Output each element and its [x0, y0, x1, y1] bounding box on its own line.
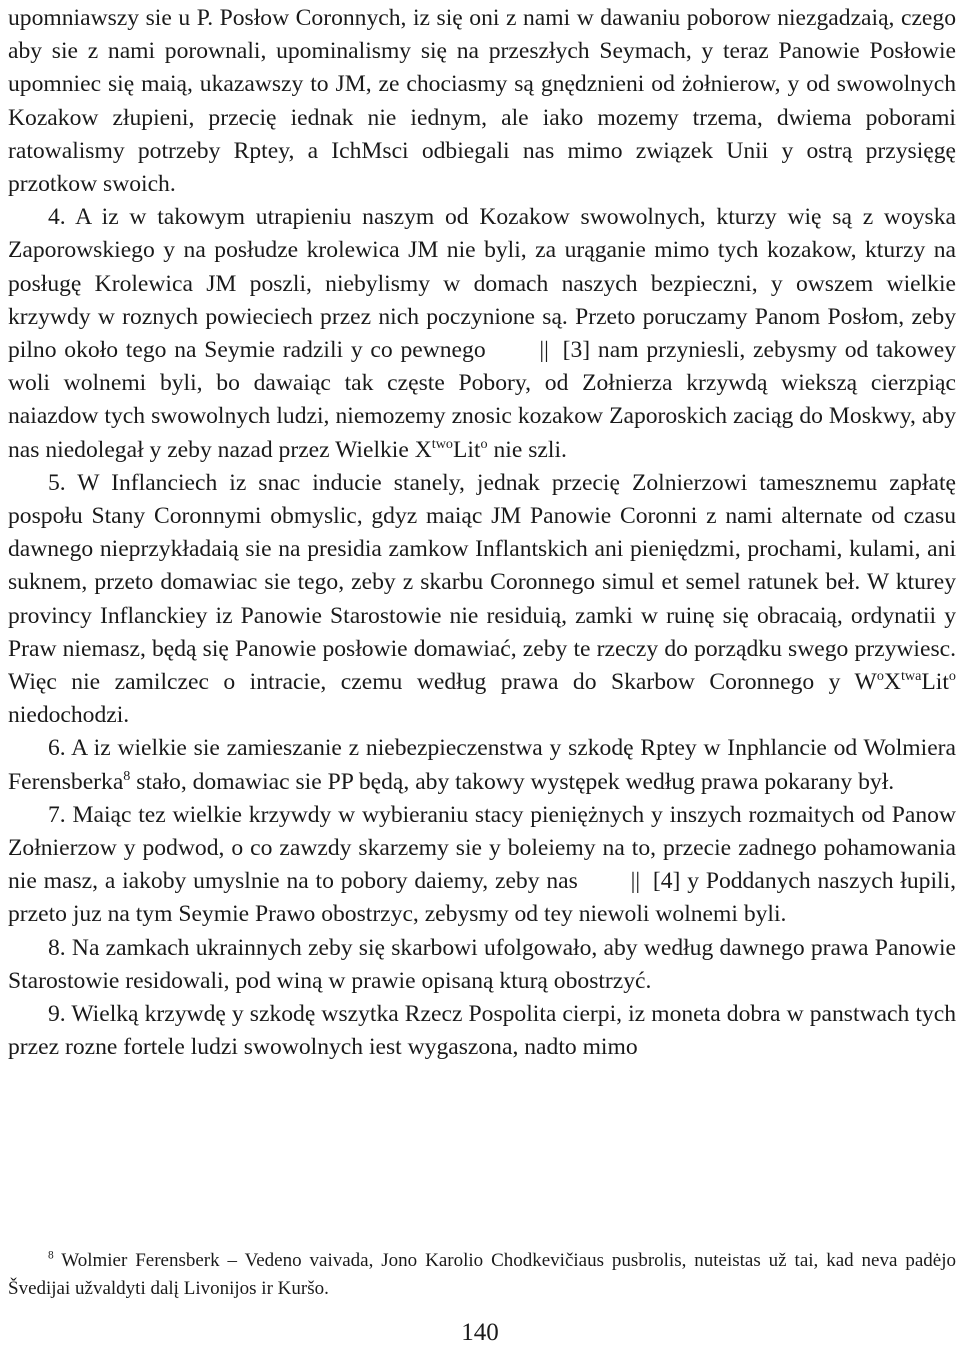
footnote-text: Wolmier Ferensberk – Vedeno vaivada, Jono Karolio Chodkevičiaus pusbrolis, nuteistas už tai, kad neva padėjo Švedijai užvaldyti dalį Livonijos ir Kuršo. [8, 1250, 956, 1299]
paragraph-5 [8, 467, 956, 733]
footnote-marker: 8 [48, 1249, 54, 1262]
paragraph-text: 9. Wielką krzywdę y szkodę wszytka Rzecz Pospolita cierpi, iz moneta dobra w panstwach tych przez rozne fortele ludzi swowolnych iest wygaszona, nadto mimo [8, 1001, 956, 1061]
paragraph-text: upomniawszy sie u P. Posłow Coronnych, iz się oni z nami w dawaniu poborow niezgadzaią, czego aby sie z nami porownali, upominalismy się na przeszłych Seymach, y teraz Panowie Posłowie upomniec się maią, ukazawszy to JM, ze chociasmy są gnędznieni od żołnierow, y od swowolnych Kozakow złupieni, przecię iednak nie iednym, ale iako mozemy trzema, dwiema poborami ratowalismy potrzeby Rptey, a IchMsci odbiegali nas mimo związek Unii y ostrą przysięgę przotkow swoich. [8, 5, 956, 198]
superscript: o [480, 435, 488, 452]
paragraph-continuation [8, 2, 956, 201]
superscript: twa [900, 667, 922, 684]
paragraph-text: 4. A iz w takowym utrapieniu naszym od Kozakow swowolnych, kturzy wię są z woyska Zaporowskiego y na posłudze krolewica JM nie byli, za urąganie mimo tych kozakow, kturzy na posługę Krolewica JM poszli, niebylismy w domach naszych bezpieczni, y owszem wielkie krzywdy w roznych powieciech przez nich poczynione są. Przeto poruczamy Panom Posłom, zeby pilno około tego na Seymie radzili y co pewnego [8, 204, 956, 364]
paragraph-7 [8, 799, 956, 932]
paragraph-text: [4] y Poddanych naszych łupili, przeto juz na tym Seymie Prawo obostrzyc, zebysmy od tey niewoli wolnemi byli. [8, 868, 957, 928]
paragraph-9 [8, 998, 956, 1064]
page-separator: || [630, 868, 641, 895]
main-text [8, 2, 956, 1065]
paragraph-text: 8. Na zamkach ukrainnych zeby się skarbowi ufolgowało, aby według dawnego prawa Panowie Starostowie residowali, pod winą w prawie opisaną kturą obostrzyć. [8, 934, 956, 994]
paragraph-text: Lit [453, 436, 481, 463]
superscript: o [876, 667, 884, 684]
footnote [8, 1247, 956, 1303]
footnote-8 [8, 1247, 956, 1303]
superscript: o [948, 667, 956, 684]
footnote-reference: 8 [123, 767, 131, 784]
paragraph-text: 7. Maiąc tez wielkie krzywdy w wybieraniu stacy pieniężnych y inszych rozmaitych od Panow Zołnierzow y podwod, o co zawzdy skarzemy sie y boleiemy na to, przecie zadnego pohamowania nie masz, a iakoby umyslnie na to pobory daiemy, zeby nas [8, 801, 956, 895]
paragraph-8 [8, 932, 956, 998]
page-number: 140 [461, 1319, 499, 1346]
paragraph-text: Lit [921, 669, 949, 696]
superscript: two [431, 435, 453, 452]
paragraph-text: X [883, 669, 901, 696]
page-separator: || [539, 337, 549, 364]
paragraph-4 [8, 201, 956, 467]
paragraph-text: 6. A iz wielkie sie zamieszanie z niebezpieczenstwa y szkodę Rptey w Inphlancie od Wolmiera Ferensberka [8, 735, 956, 795]
paragraph-text: [3] nam przyniesli, zebysmy od takowey woli wolnemi byli, bo dawaiąc tak częste Pobory, od Zołnierza krzywdą wiekszą cierzpiąc naiazdow tych swowolnych ludzi, niemozemy znosic kozakow Zaporoskich zaciąg do Moskwy, aby nas niedolegał y zeby nazad przez Wielkie X [8, 337, 956, 463]
paragraph-text: niedochodzi. [8, 702, 130, 729]
paragraph-text: nie szli. [487, 436, 567, 463]
paragraph-text: stało, domawiac sie PP będą, aby takowy występek według prawa pokarany był. [130, 768, 895, 795]
paragraph-6 [8, 732, 956, 798]
paragraph-text: 5. W Inflanciech iz snac inducie stanely, jednak przecię Zolnierzowi tamesznemu zapłatę pospołu Stany Coronnymi obmyslic, gdyz maiąc JM Panowie Coronni z nami alternate od czasu dawnego nieprzykładaią sie na presidia zamkow Inflantskich ani pieniędzmi, prochami, kulami, ani suknem, przeto domawiac sie tego, zeby z skarbu Coronnego simul et semel ratunek beł. W kturey provincy Inflanckiey iz Panowie Starostowie nie residuią, zamki w ruinę się obracaią, ordynatii y Praw niemasz, będą się Panowie posłowie domawiać, zeby te rzeczy do porządku swego przywiesc. Więc nie zamilczec o intracie, czemu według prawa do Skarbow Coronnego y W [8, 469, 956, 696]
